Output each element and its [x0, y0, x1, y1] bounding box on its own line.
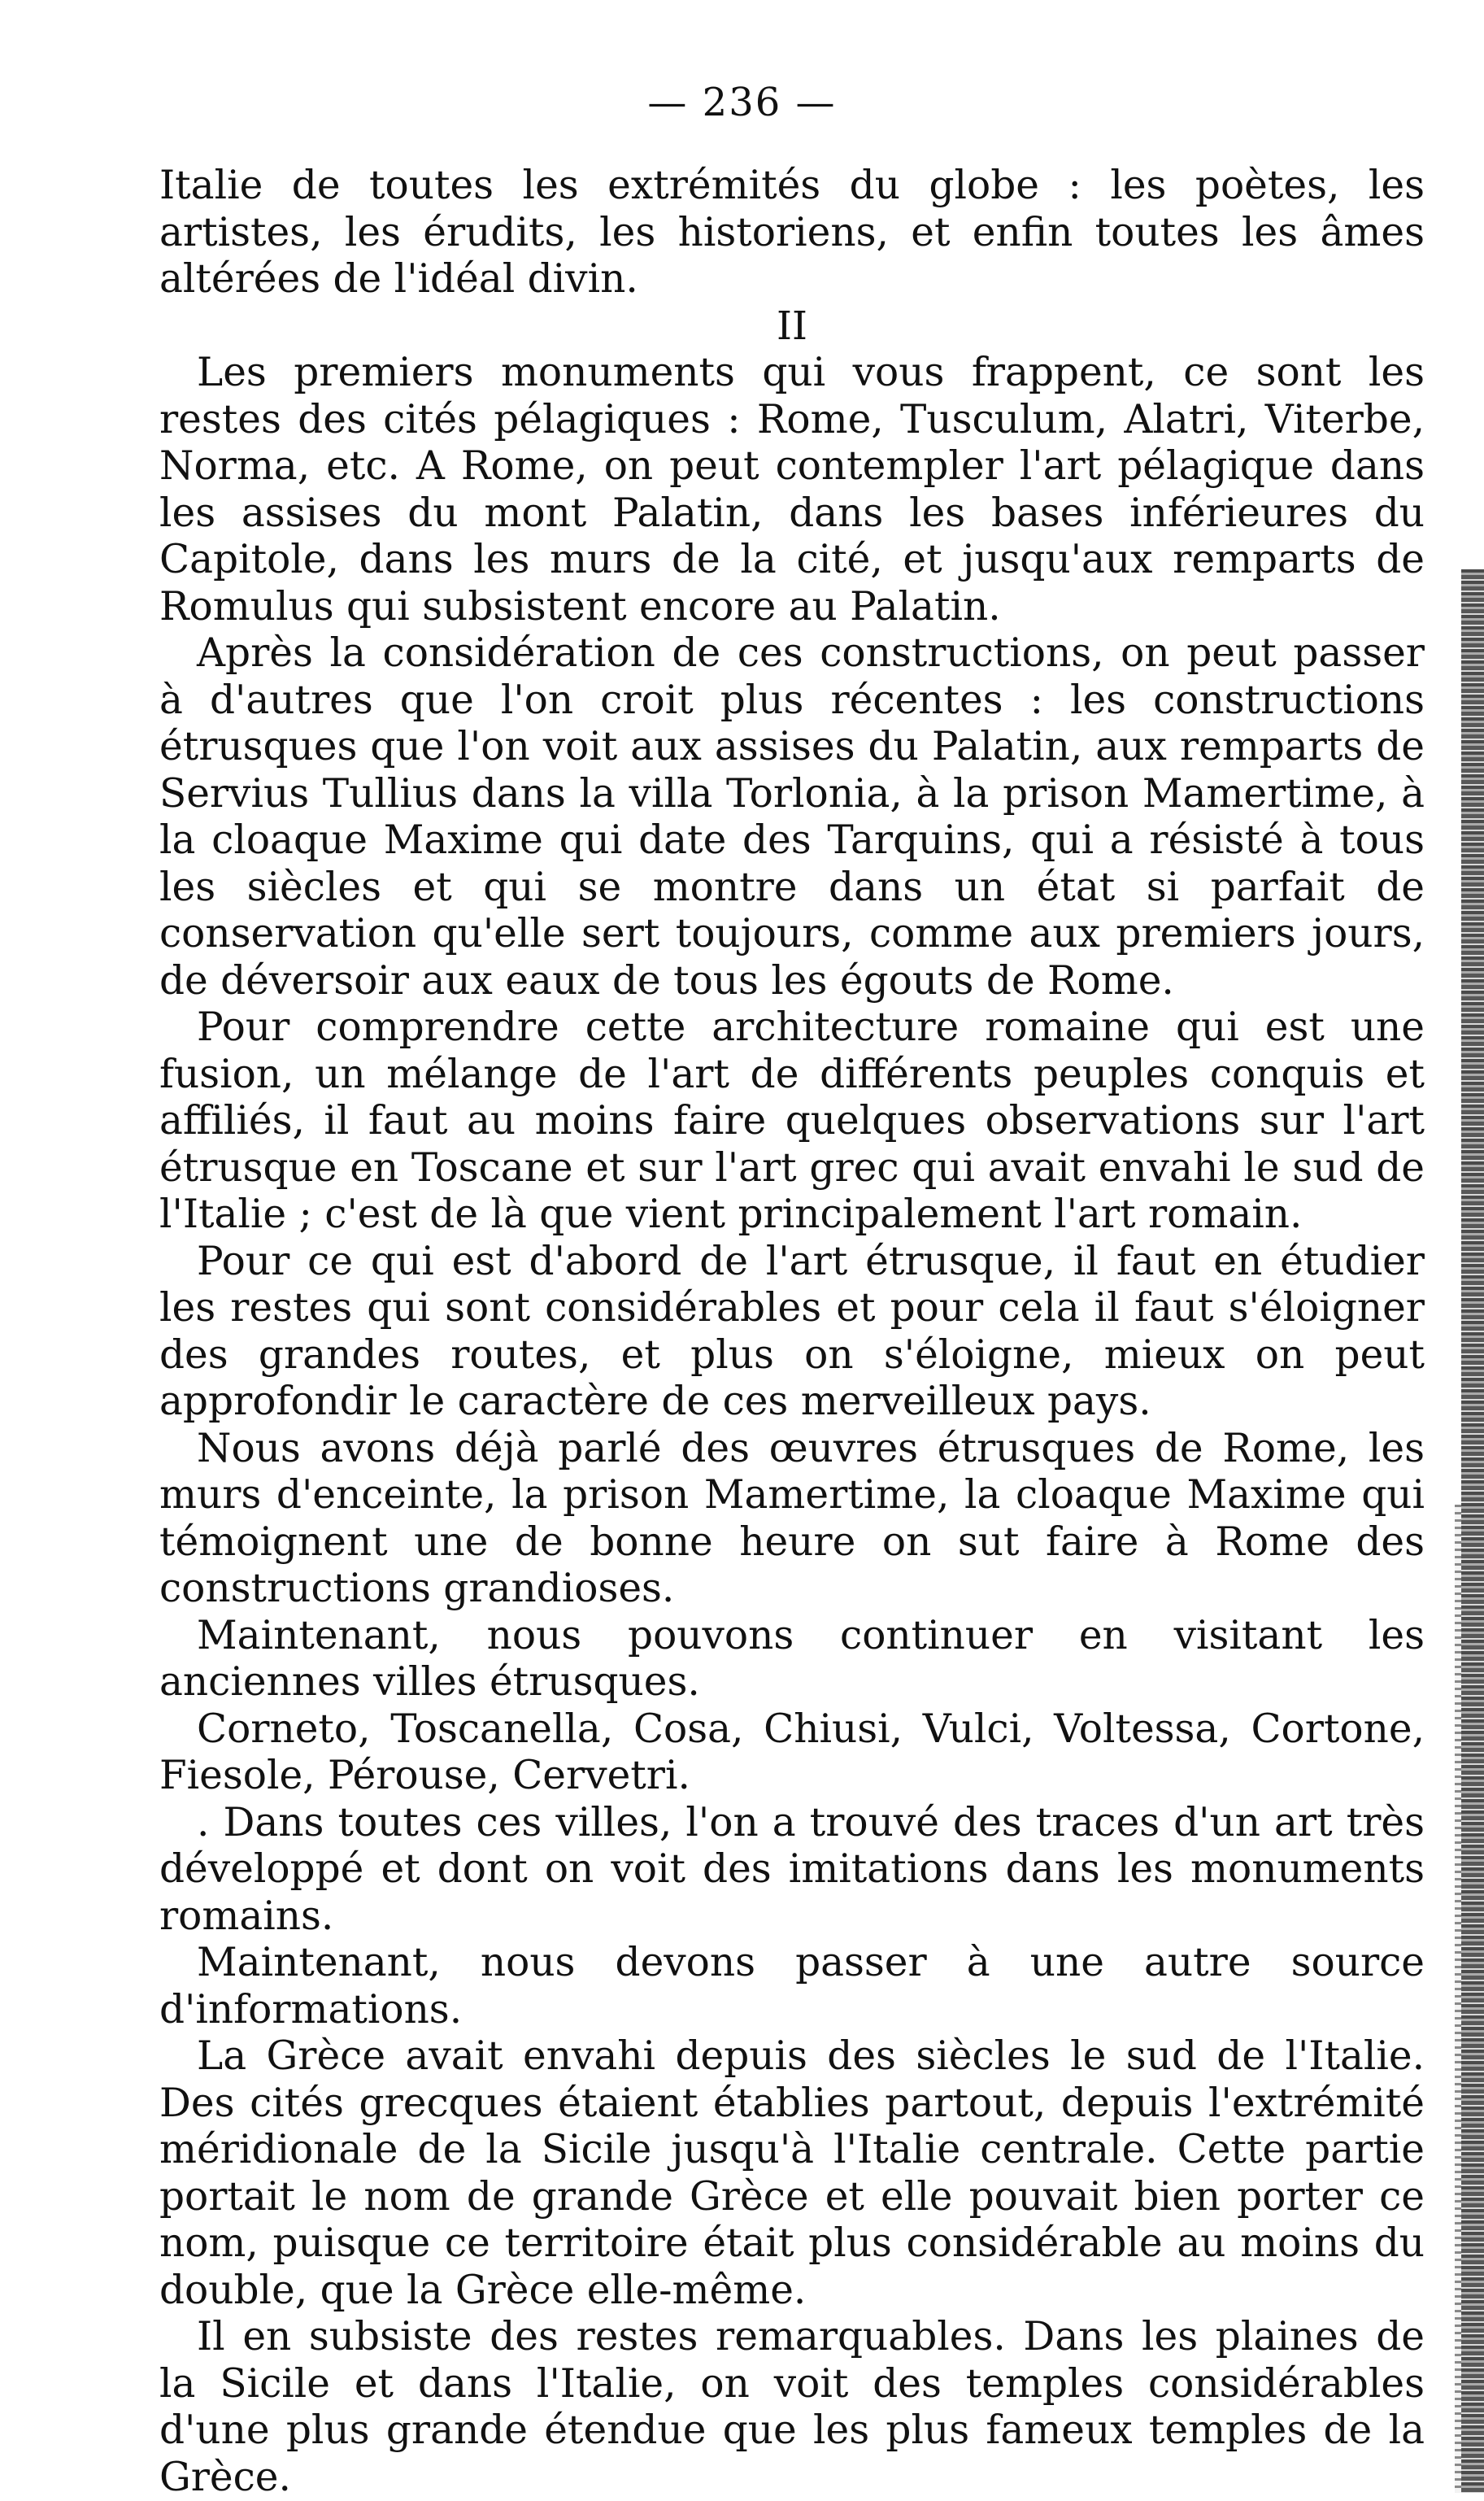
paragraph: Maintenant, nous pouvons continuer en visitant les anciennes villes étrusques. [159, 1612, 1425, 1705]
page-number: — 236 — [647, 80, 837, 125]
paragraph: Pour ce qui est d'abord de l'art étrusque, il faut en étudier les restes qui sont considérables et pour cela il faut s'éloigner des grandes routes, et plus on s'éloigne, mieux on peut approfondir le caractère de ces merveilleux pays. [159, 1238, 1425, 1424]
paragraph: La Grèce avait envahi depuis des siècles le sud de l'Italie. Des cités grecques étaient établies partout, depuis l'extrémité méridionale de la Sicile jusqu'à l'Italie centrale. Cette partie portait le nom de grande Grèce et elle pouvait bien porter ce nom, puisque ce territoire était plus considérable au moins du double, que la Grèce elle-même. [159, 2033, 1425, 2313]
paragraph: Nous avons déjà parlé des œuvres étrusques de Rome, les murs d'enceinte, la prison Mamertime, la cloaque Maxime qui témoignent une de bonne heure on sut faire à Rome des constructions grandioses. [159, 1425, 1425, 1611]
paragraph: . Dans toutes ces villes, l'on a trouvé des traces d'un art très développé et dont on voit des imitations dans les monuments romains. [159, 1799, 1425, 1939]
paragraph: Pour comprendre cette architecture romaine qui est une fusion, un mélange de l'art de différents peuples conquis et affiliés, il faut au moins faire quelques observations sur l'art étrusque en Toscane et sur l'art grec qui avait envahi le sud de l'Italie ; c'est de là que vient principalement l'art romain. [159, 1004, 1425, 1237]
page-edge-shadow [1461, 569, 1484, 2493]
body-text [159, 163, 1425, 2501]
paragraph-continuation: Italie de toutes les extrémités du globe : les poètes, les artistes, les érudits, les historiens, et enfin toutes les âmes altérées de l'idéal divin. [159, 163, 1425, 302]
paragraph: Il en subsiste des restes remarquables. Dans les plaines de la Sicile et dans l'Italie, on voit des temples considérables d'une plus grande étendue que les plus fameux temples de la Grèce. [159, 2314, 1425, 2500]
paragraph: Corneto, Toscanella, Cosa, Chiusi, Vulci, Voltessa, Cortone, Fiesole, Pérouse, Cervetri. [159, 1706, 1425, 1798]
page-edge-shadow-inner [1455, 1505, 1461, 2493]
paragraph: Maintenant, nous devons passer à une autre source d'informations. [159, 1940, 1425, 2033]
paragraph: Les premiers monuments qui vous frappent, ce sont les restes des cités pélagiques : Rome, Tusculum, Alatri, Viterbe, Norma, etc. A Rome, on peut contempler l'art pélagique dans les assises du mont Palatin, dans les bases inférieures du Capitole, dans les murs de la cité, et jusqu'aux remparts de Romulus qui subsistent encore au Palatin. [159, 350, 1425, 630]
section-heading: II [777, 303, 807, 349]
paragraph: Après la considération de ces constructions, on peut passer à d'autres que l'on croit plus récentes : les constructions étrusques que l'on voit aux assises du Palatin, aux remparts de Servius Tullius dans la villa Torlonia, à la prison Mamertime, à la cloaque Maxime qui date des Tarquins, qui a résisté à tous les siècles et qui se montre dans un état si parfait de conservation qu'elle sert toujours, comme aux premiers jours, de déversoir aux eaux de tous les égouts de Rome. [159, 630, 1425, 1004]
